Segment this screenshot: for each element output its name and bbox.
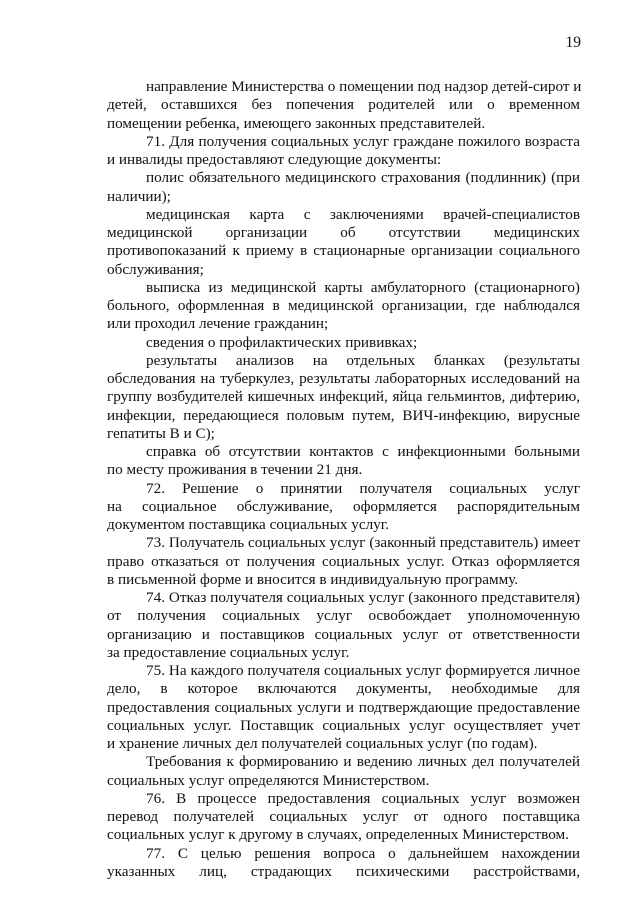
text-line: документом поставщика социальных услуг. [107,516,390,533]
text-line: 77. С целью решения вопроса о дальнейшем нахождении [146,844,580,862]
text-line: противопоказаний к приему в стационарные организации социального [107,242,580,260]
text-line: обслуживания; [107,260,204,278]
text-line: выписка из медицинской карты амбулаторного (стационарного) [146,278,580,296]
text-line: медицинская карта с заключениями врачей-специалистов [146,205,580,223]
text-line: от получения социальных услуг освобождает уполномоченную [107,607,580,625]
text-line: за предоставление социальных услуг. [107,643,350,661]
text-line: наличии); [107,187,171,205]
text-line: 75. На каждого получателя социальных услуг формируется личное [146,662,580,679]
text-line: 72. Решение о принятии получателя социальных услуг [146,479,580,497]
text-line: в письменной форме и вносится в индивидуальную программу. [107,570,519,588]
text-line: или проходил лечение гражданин; [107,315,329,333]
text-line: и инвалиды предоставляют следующие документы: [107,151,442,168]
text-line: право отказаться от получения социальных услуг. Отказ оформляется [107,552,580,570]
text-line: гепатиты В и С); [107,424,215,442]
text-line: 74. Отказ получателя социальных услуг (законного представителя) [146,589,580,606]
text-line: инфекции, передающиеся половым путем, ВИЧ-инфекцию, вирусные [107,406,580,424]
text-line: направление Министерства о помещении под надзор детей-сирот и [146,78,582,95]
text-line: обследования на туберкулез, результаты лабораторных исследований на [107,370,580,387]
text-line: 71. Для получения социальных услуг граждане пожилого возраста [146,132,580,150]
text-line: социальных услуг. Поставщик социальных услуг осуществляет учет [107,716,580,734]
text-line: справка об отсутствии контактов с инфекционными больными [146,443,580,460]
text-line: помещении ребенка, имеющего законных представителей. [107,114,486,132]
text-line: сведения о профилактических прививках; [146,333,418,351]
text-line: организацию и поставщиков социальных услуг от ответственности [107,625,580,643]
text-line: и хранение личных дел получателей социальных услуг (по годам). [107,735,538,752]
text-line: по месту проживания в течении 21 дня. [107,461,363,479]
text-line: дело, в которое включаются документы, необходимые для [107,680,580,698]
text-line: указанных лиц, страдающих психическими расстройствами, [107,862,580,880]
text-line: Требования к формированию и ведению личных дел получателей [146,753,580,771]
text-line: на социальное обслуживание, оформляется распорядительным [107,497,580,515]
text-line: полис обязательного медицинского страхования (подлинник) (при [146,169,580,187]
text-line: результаты анализов на отдельных бланках (результаты [146,351,580,369]
text-line: больного, оформленная в медицинской организации, где наблюдался [107,297,580,314]
text-line: медицинской организации об отсутствии медицинских [107,224,580,241]
text-line: социальных услуг определяются Министерством. [107,771,430,789]
text-line: 73. Получатель социальных услуг (законный представитель) имеет [146,534,580,552]
text-line: 76. В процессе предоставления социальных услуг возможен [146,789,580,807]
text-line: предоставления социальных услуги и подтверждающие предоставление [107,698,580,716]
body-text [107,78,580,881]
text-line: детей, оставшихся без попечения родителей или о временном [107,96,580,114]
text-line: группу возбудителей кишечных инфекций, яйца гельминтов, дифтерию, [107,388,580,406]
page-number: 19 [565,34,581,51]
text-line: социальных услуг к другому в случаях, определенных Министерством. [107,826,569,844]
text-line: перевод получателей социальных услуг от одного поставщика [107,808,580,825]
